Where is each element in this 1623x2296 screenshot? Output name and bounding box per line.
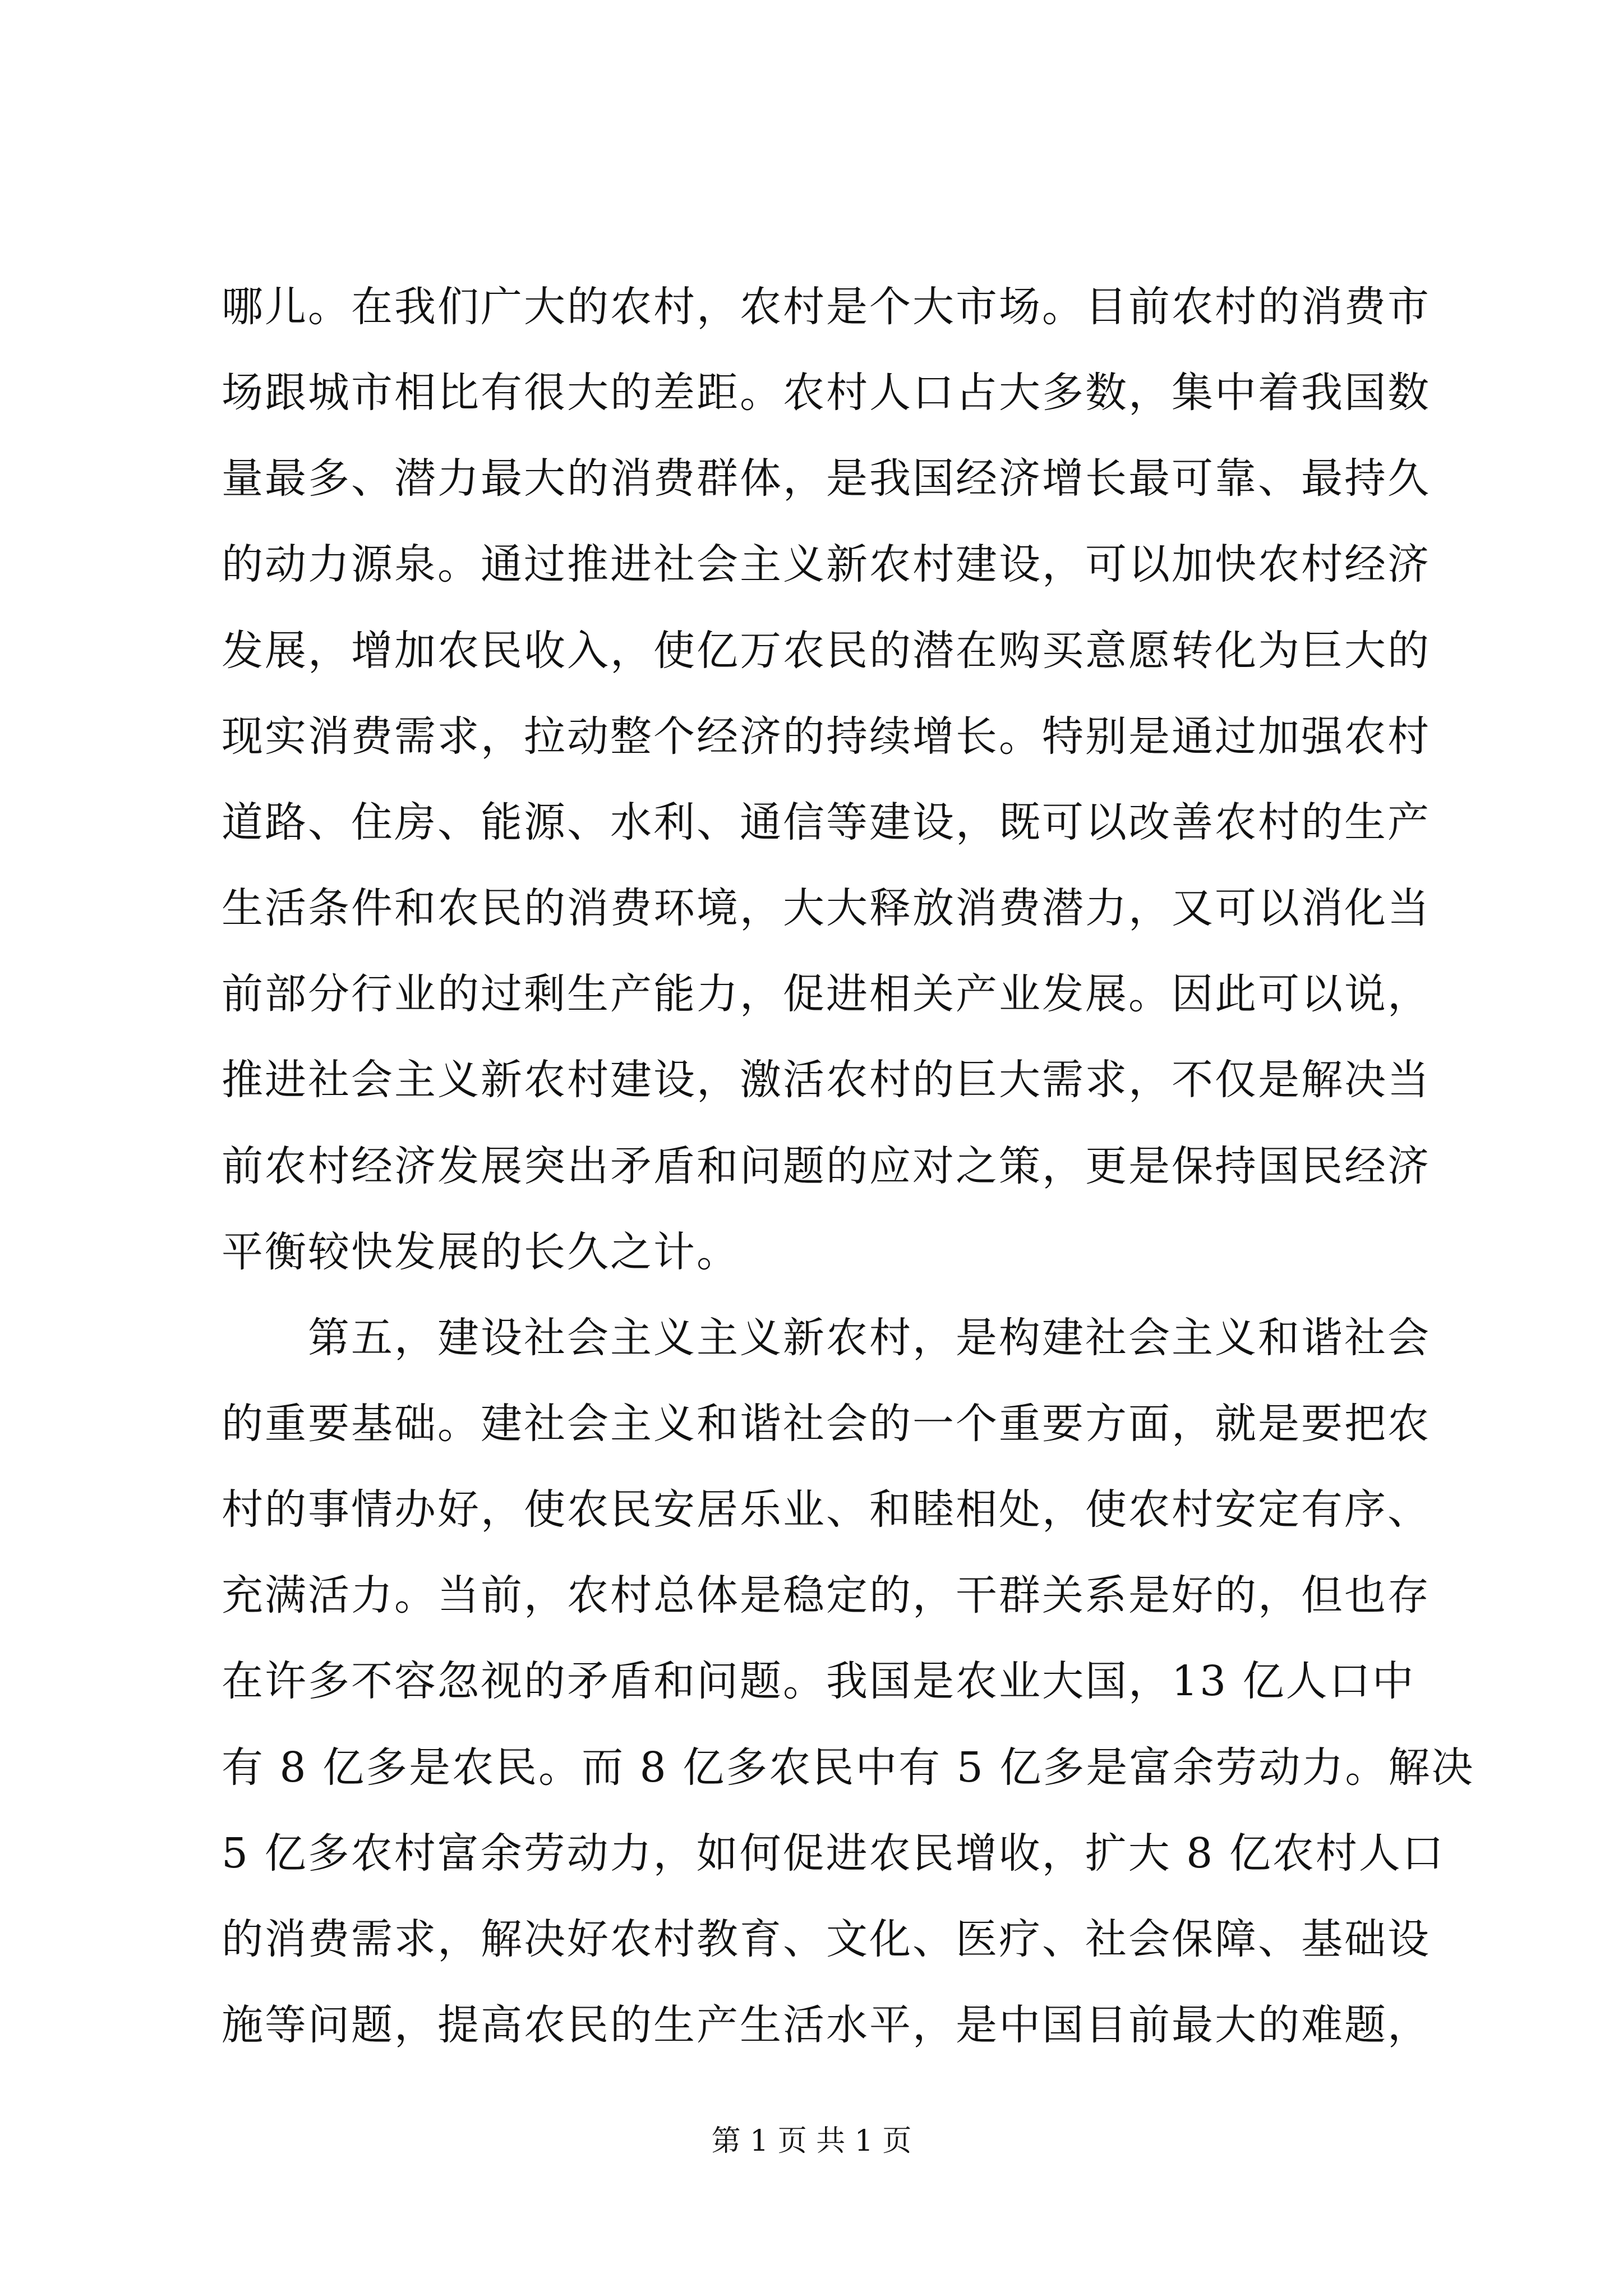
text-line: 5 亿多农村富余劳动力，如何促进农民增收，扩大 8 亿农村人口 [222, 1829, 1445, 1878]
text-line: 的重要基础。建社会主义和谐社会的一个重要方面，就是要把农 [222, 1400, 1431, 1448]
text-line: 村的事情办好，使农民安居乐业、和睦相处，使农村安定有序、 [222, 1485, 1431, 1534]
text-line: 的动力源泉。通过推进社会主义新农村建设，可以加快农村经济 [222, 540, 1431, 588]
text-line: 场跟城市相比有很大的差距。农村人口占大多数，集中着我国数 [222, 369, 1431, 417]
text-line: 前部分行业的过剩生产能力，促进相关产业发展。因此可以说， [222, 970, 1431, 1018]
text-line: 充满活力。当前，农村总体是稳定的，干群关系是好的，但也存 [222, 1571, 1431, 1619]
text-line: 生活条件和农民的消费环境，大大释放消费潜力，又可以消化当 [222, 884, 1431, 932]
text-line: 现实消费需求，拉动整个经济的持续增长。特别是通过加强农村 [222, 712, 1431, 761]
text-line: 道路、住房、能源、水利、通信等建设，既可以改善农村的生产 [222, 798, 1431, 846]
text-line: 施等问题，提高农民的生产生活水平，是中国目前最大的难题， [222, 2001, 1431, 2049]
page-footer: 第 1 页 共 1 页 [711, 2124, 912, 2158]
text-line: 有 8 亿多是农民。而 8 亿多农民中有 5 亿多是富余劳动力。解决 [222, 1743, 1475, 1792]
text-line: 哪儿。在我们广大的农村，农村是个大市场。目前农村的消费市 [222, 283, 1431, 331]
text-line: 量最多、潜力最大的消费群体，是我国经济增长最可靠、最持久 [222, 454, 1431, 503]
paragraph-start-line: 第五，建设社会主义主义新农村，是构建社会主义和谐社会 [222, 1314, 1431, 1362]
text-line: 发展，增加农民收入，使亿万农民的潜在购买意愿转化为巨大的 [222, 627, 1431, 675]
text-line: 在许多不容忽视的矛盾和问题。我国是农业大国，13 亿人口中 [222, 1657, 1415, 1705]
text-line: 推进社会主义新农村建设，激活农村的巨大需求，不仅是解决当 [222, 1056, 1431, 1104]
text-line: 的消费需求，解决好农村教育、文化、医疗、社会保障、基础设 [222, 1915, 1431, 1963]
text-line: 平衡较快发展的长久之计。 [222, 1228, 740, 1276]
text-line: 前农村经济发展突出矛盾和问题的应对之策，更是保持国民经济 [222, 1142, 1431, 1190]
